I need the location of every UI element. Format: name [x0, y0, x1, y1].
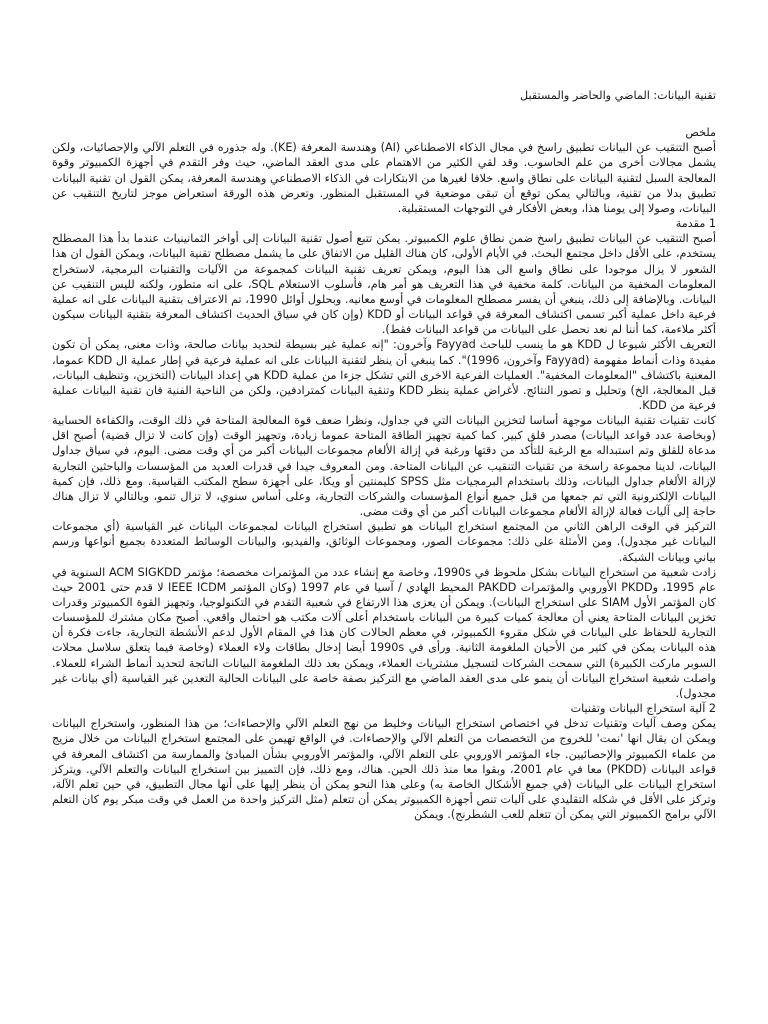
section-1-paragraph: التركيز في الوقت الراهن الثاني من المجتمع استخراج البيانات هو تطبيق استخراج البيانات لمجموعات البيانات غير القياسية (أي مجموعات البيانات غير مجدول). ومن الأمثلة على ذلك: مجموعات الصور، ومجموعات الوثائق، والفيديو، والبيانات الوسائط المتعددة بجميع أنواعها ورسم بياني وبيانات الشبكة.: [52, 520, 716, 564]
document-page: [52, 88, 716, 822]
section-2-paragraph: يمكن وصف آليات وتقنيات تدخل في اختصاص استخراج البيانات وخليط من نهج التعلم الآلي والإحصاءات؛ من هذا المنظور، واستخراج البيانات ويمكن ان يقال انها 'نمت' للخروج من التخصصات من التعلم الآلي والإحصاءات. في الواقع تهيمن على المجتمع استخراج البيانات من خلال مزيج من علماء الكمبيوتر والإحصائيين. جاء المؤتمر الاوروبي على التعلم الآلي، والمؤتمر الأوروبي بشأن المبادئ والممارسة من اكتشاف المعرفة في قواعد البيانات (PKDD) معا في عام 2001، وبقوا معا منذ ذلك الحين. هناك، ومع ذلك، فإن التمييز بين استخراج البيانات والتعلم الآلي. ويتركز استخراج البيانات على البيانات (في جميع الأشكال الخاصة به) وعلى هذا النحو يمكن أن ينظر إليها على أنها مجال التطبيق، في حين تعلم الآلة، وتركز على الأقل في شكله التقليدي على آليات تنص أجهزة الكمبيوتر يمكن أن تتعلم (مثل التركيز واحدة من العمل في وقت مبكر يوم كان التعلم الآلي برامج الكمبيوتر التي يمكن أن تتعلم للعب الشطرنج). ويمكن: [52, 717, 716, 822]
section-1-paragraph: زادت شعبية من استخراج البيانات بشكل ملحوظ في 1990s، وخاصة مع إنشاء عدد من المؤتمرات مخصصة؛ مؤتمر ACM SIGKDD السنوية في عام 1995، وPKDD الأوروبي والمؤتمرات PAKDD المحيط الهادي / آسيا في عام 1997 (وكان المؤتمر IEEE ICDM لا قدم حتى 2001 حيث كان المؤتمر الأول SIAM على استخراج البيانات). ويمكن أن يعزى هذا الارتفاع في شعبية التقدم في التكنولوجيا، وتجهيز القوة الكمبيوتر وقدرات تخزين البيانات المتاحة يعني أن معالجة كميات كبيرة من البيانات باستخدام أعلى آلات مكتب هو احتمال واقعي. أصبح مكان مشترك للمؤسسات التجارية للحفاظ على البيانات في شكل مقروء الكمبيوتر، في معظم الحالات كان هذا في المقام الأول لدعم الأنشطة التجارية، جاءت فكرة أن هذه البيانات يمكن في كثير من الأحيان الملغومة الثانية. ورأى في 1990s أيضا إدخال بطاقات ولاء العملاء (وخاصة فيما يتعلق سلاسل محلات السوبر ماركت الكبيرة) التي سمحت الشركات لتسجيل مشتريات العملاء، ويمكن بعد ذلك الملغومة البيانات الناتجة لتحديد أنماط الشراء للعملاء. واصلت شعبية استخراج البيانات أن ينمو على مدى العقد الماضي مع التركيز بصفة خاصة على البيانات الحالية التعدين غير القياسية (أي بيانات غير مجدول).: [52, 565, 717, 700]
section-1-paragraph: التعريف الأكثر شيوعا ل KDD هو ما ينسب للباحث Fayyad وآخرون: "إنه عملية غير بسيطة لتحديد بيانات صالحة، وذات معنى، يمكن أن تكون مفيدة وذات أنماط مفهومة (Fayyad وآخرون، 1996)". كما ينبغي أن ينظر لتقنية البيانات على انه عملية فرعية في إطار عملية ال KDD عموما، المعنية باكتشاف "المعلومات المخفية". العمليات الفرعية الاخرى التي تشكل جزءا من عملية KDD هي إعداد البيانات (التخزين، وتنظيف البيانات، قبل المعالجة، الخ) وتحليل و تصور النتائج. لأغراض عملية ينظر KDD وتنقية البيانات كمترادفين، ولكن من الناحية الفنية فان تقنية البيانات عملية فرعية من KDD.: [52, 338, 716, 412]
section-2-heading: 2 آلية استخراج البيانات وتقنيات: [570, 702, 716, 716]
section-1-paragraph: أصبح التنقيب عن البيانات تطبيق راسخ ضمن نطاق علوم الكمبيوتر. يمكن تتبع أصول تقنية البيانات إلى أواخر الثمانينيات عندما بدأ هذا المصطلح يستخدم، على الأقل داخل مجتمع البحث. في الأيام الأولى، كان هناك القليل من الاتفاق على ما يشمل مصطلح تقنية البيانات، ويمكن القول ان هذا الشعور لا يزال موجودا على نطاق واسع الى هذا اليوم، ويمكن تعريف تقنية البيانات كمجموعة من الآليات والتقنيات البرمجية، لاستخراج المعلومات المخفية من البيانات. كلمة مخفية في هذا التعريف هو أمر هام، فأسلوب الاستعلام SQL، على انه متطور، ولكنه لليس التنقيب عن البيانات. وبالإضافة إلى ذلك، ينبغي أن يفسر مصطلح المعلومات في أوسع معانيه. وبحلول أوائل 1990، تم الاعتراف بتقنية البيانات على انه عملية فرعية داخل عملية أكبر تسمى اكتشاف المعرفة في قواعد البيانات أو KDD (وإن كان في سياق الحديث اكتشاف المعرفة بتقنية البيانات سيكون أكثر ملاءمة، كما أننا لم نعد نحصل على البيانات من قواعد البيانات فقط).: [52, 232, 717, 337]
abstract-heading: ملخص: [685, 126, 716, 140]
abstract-text: أصبح التنقيب عن البيانات تطبيق راسخ في مجال الذكاء الاصطناعي (AI) وهندسة المعرفة (KE). وله جذوره في التعلم الآلي والإحصائيات، ولكن يشمل مجالات أخرى من علم الحاسوب. وقد لقي الكثير من الاهتمام على مدى العقد الماضي، حيث وفر التقدم في أجهزة الكمبيوتر وقوة المعالجة السبل لتقنية البيانات على نطاق واسع. خلافا لغيرها من الابتكارات في الذكاء الاصطناعي وهندسة المعرفة، يمكن القول ان تقنية البيانات تطبيق بدلا من تقنية، وبالتالي يمكن توقع أن تبقى موضعية في المستقبل المنظور. وتعرض هذه الورقة استعراض موجز لتاريخ التنقيب عن البيانات، وصولا إلى يومنا هذا، وبعض الأفكار في التوجهات المستقبلية.: [52, 141, 716, 215]
section-1-heading: 1 مقدمة: [675, 217, 716, 231]
document-title: تقنية البيانات: الماضي والحاضر والمستقبل: [520, 89, 716, 102]
section-1-paragraph: كانت تقنيات تقنية البيانات موجهة أساسا لتخزين البيانات التي في جداول، ونظرا ضعف قوة المعالجة المتاحة في ذلك الوقت، والكفاءة الحسابية (وبخاصة عدد قواعد البيانات) مصدر قلق كبير. كما كمية تجهيز الطاقة المتاحة عموما زيادة، وتجهيز الوقت (وإن كانت لا تزال قضية) أصبح اقل مدعاة للقلق وتم استبداله مع الرغبة للتأكد من دقتها ورغبة في إزالة الألغام مجموعات البيانات أكبر من أي وقت مضى. اليوم، في سياق جداول البيانات، لدينا مجموعة راسخة من تقنيات التنقيب عن البيانات المتاحة. ومن المعروف جيدا في قدرات العديد من المؤسسات والباحثين التجارية لإزالة الألغام جداول البيانات، وذلك باستخدام البرمجيات مثل SPSS كليمنتين أو ويكا، على أجهزة سطح المكتب القياسية. ومع ذلك، فإن كمية البيانات الإلكترونية التي تم جمعها من قبل جميع أنواع المؤسسات والشركات التجارية، وعلى أساس سنوي، لا تزال تنمو، وبالتالي لا تزال هناك حاجة إلى آليات فعالة لإزالة الألغام مجموعات البيانات أكبر من أي وقت مضى.: [52, 414, 716, 519]
